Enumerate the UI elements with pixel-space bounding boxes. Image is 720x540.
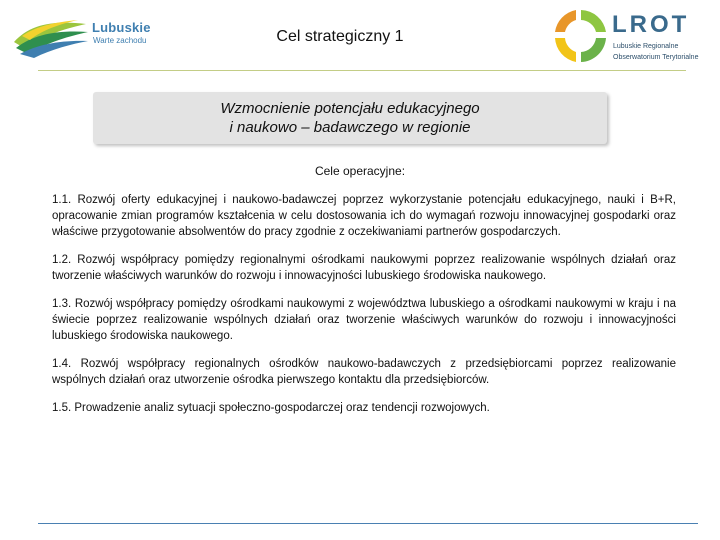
strategic-goal-line-2: i naukowo – badawczego w regionie	[229, 119, 471, 136]
objectives-list	[52, 192, 676, 428]
footer-divider	[38, 523, 698, 524]
strategic-goal-line-1: Wzmocnienie potencjału edukacyjnego	[220, 100, 480, 117]
strategic-goal-box	[93, 92, 607, 144]
lrot-acronym: LROT	[612, 11, 690, 38]
lrot-logo-icon	[552, 6, 610, 66]
lrot-subtitle-2: Obserwatorium Terytorialne	[613, 54, 699, 61]
lrot-subtitle-1: Lubuskie Regionalne	[613, 43, 679, 50]
lubuskie-brand: Lubuskie	[92, 20, 151, 35]
lubuskie-tagline: Warte zachodu	[93, 36, 147, 45]
objective-1-2: 1.2. Rozwój współpracy pomiędzy regionalnymi ośrodkami naukowymi poprzez realizowanie wspólnych działań oraz tworzenie właściwych warunków do rozwoju i innowacyjności lubuskiego środowiska naukowego.	[52, 254, 676, 282]
objective-1-3: 1.3. Rozwój współpracy pomiędzy ośrodkami naukowymi z województwa lubuskiego a ośrodkami naukowymi w kraju i na świecie poprzez realizowanie wspólnych działań oraz tworzenie właściwych warunków do rozwoju i innowacyjności lubuskiego środowiska naukowego.	[52, 298, 676, 342]
operational-goals-heading: Cele operacyjne:	[314, 164, 406, 178]
objective-1-1: 1.1. Rozwój oferty edukacyjnej i naukowo-badawczej poprzez wykorzystanie potencjału edukacyjnego, nauki i B+R, opracowanie zmian programów kształcenia w celu dostosowania ich do wymagań rozwoju innowacyjnej gospodarki oraz właściwe przygotowanie absolwentów do pracy zgodnie z oczekiwaniami partnerów gospodarczych.	[52, 194, 676, 238]
objective-1-4: 1.4. Rozwój współpracy regionalnych ośrodków naukowo-badawczych z przedsiębiorcami poprzez realizowanie wspólnych działań oraz utworzenie ośrodka pierwszego kontaktu dla przedsiębiorców.	[52, 358, 676, 386]
objective-1-5: 1.5. Prowadzenie analiz sytuacji społeczno-gospodarczej oraz tendencji rozwojowych.	[52, 402, 490, 414]
lrot-logo	[552, 6, 712, 70]
header-divider	[38, 70, 686, 71]
page-title: Cel strategiczny 1	[276, 28, 404, 45]
